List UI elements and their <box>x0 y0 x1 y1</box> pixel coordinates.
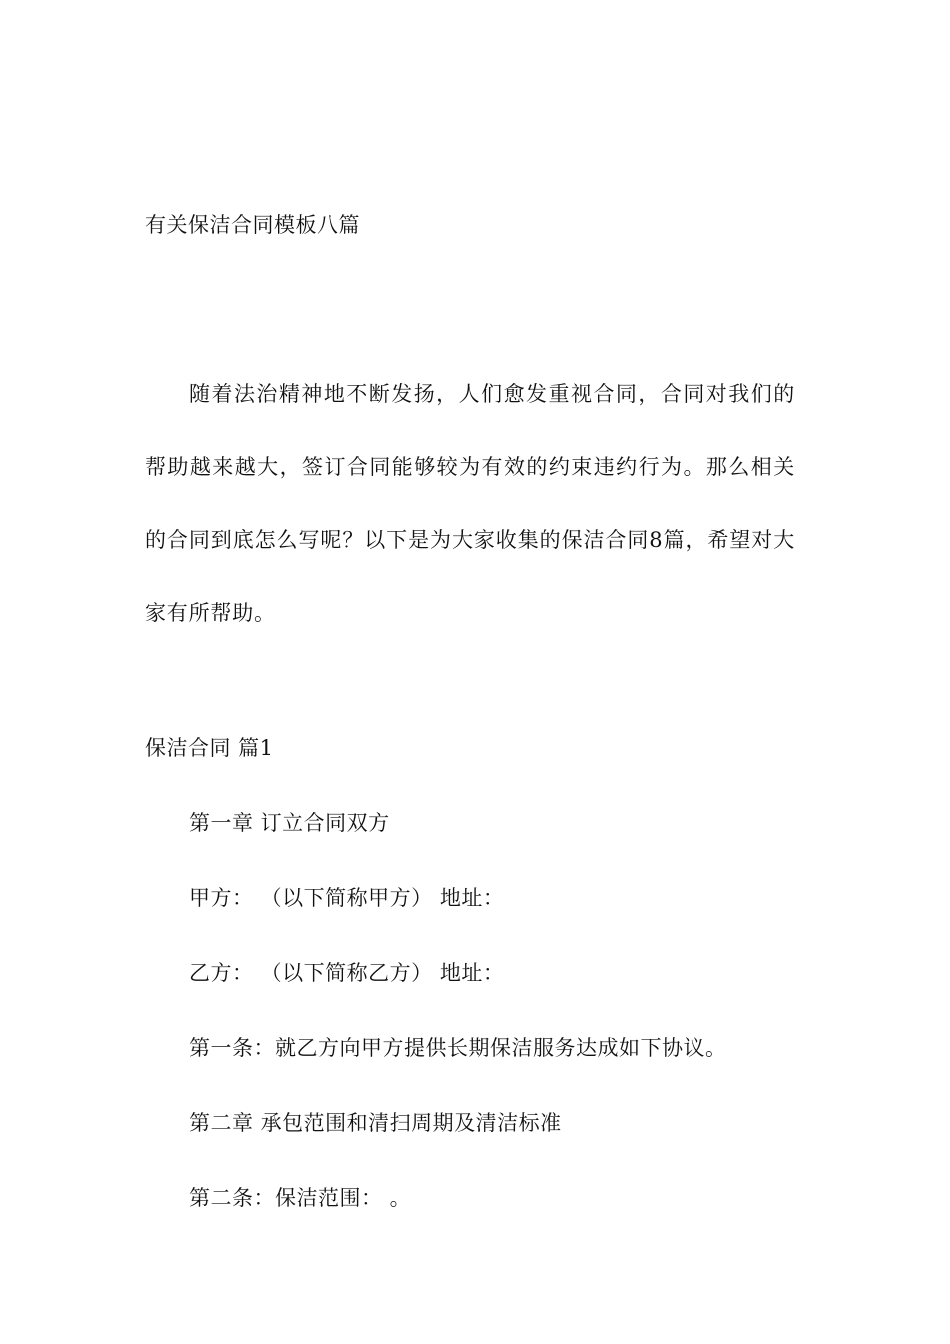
chapter-2-heading: 第二章 承包范围和清扫周期及清洁标准 <box>189 1111 562 1135</box>
party-a-line: 甲方： （以下简称甲方） 地址： <box>189 886 505 910</box>
section-heading: 保洁合同 篇1 <box>145 736 274 760</box>
intro-paragraph: 随着法治精神地不断发扬，人们愈发重视合同，合同对我们的帮助越来越大，签订合同能够较为有效的约束违约行为。那么相关的合同到底怎么写呢？以下是为大家收集的保洁合同8篇，希望对大家有所帮助。 <box>145 382 795 625</box>
party-b-line: 乙方： （以下简称乙方） 地址： <box>189 961 505 985</box>
document-title: 有关保洁合同模板八篇 <box>145 213 360 237</box>
chapter-1-heading: 第一章 订立合同双方 <box>189 811 390 835</box>
article-1-line: 第一条：就乙方向甲方提供长期保洁服务达成如下协议。 <box>189 1036 727 1060</box>
article-2-line: 第二条：保洁范围： 。 <box>189 1186 412 1210</box>
